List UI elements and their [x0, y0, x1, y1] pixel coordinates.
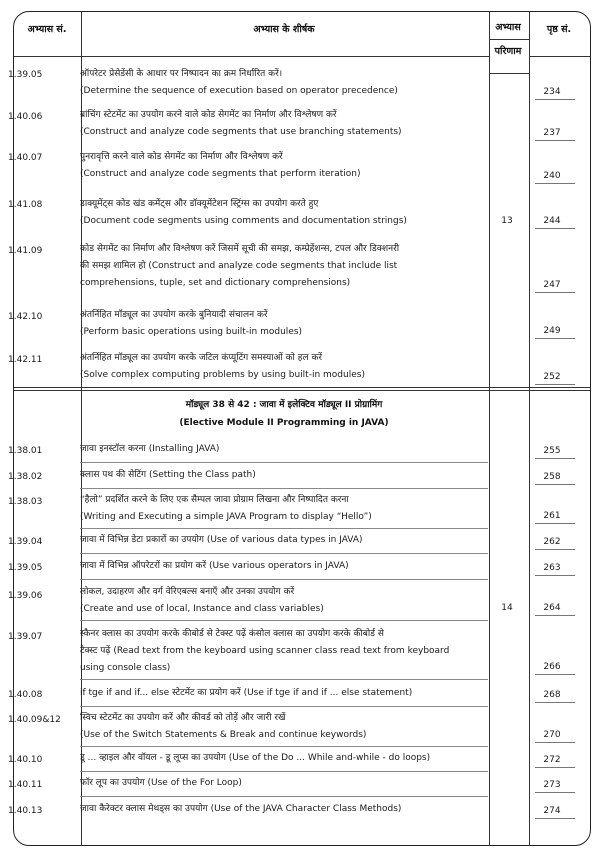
exercise-code: 1.39.05: [8, 563, 43, 573]
title-line: ब्रांचिंग स्टेटमेंट का उपयोग करने वाले कोड सेगमेंट का निर्माण और विश्लेषण करें: [80, 110, 337, 120]
row-underline: [80, 462, 488, 463]
title-line: फॉर लूप का उपयोग (Use of the For Loop): [80, 778, 242, 788]
title-line: स्कैनर क्लास का उपयोग करके कीबोर्ड से टेक्स्ट पढ़ें कंसोल क्लास का उपयोग करके कीबोर्ड से: [80, 629, 384, 639]
page-number: 261: [527, 511, 577, 521]
page-number: 262: [527, 537, 577, 547]
row-underline: [80, 579, 488, 580]
title-line: लोकल, उदाहरण और वर्ग वेरिएबल्स बनाएँ और उनका उपयोग करें: [80, 587, 295, 597]
exercise-title: [80, 710, 488, 744]
row-underline: [80, 771, 488, 772]
title-line: (Document code segments using comments and documentation strings): [80, 216, 407, 226]
page-number: 247: [527, 280, 577, 290]
header-rule: [14, 56, 489, 57]
column-divider: [489, 12, 490, 845]
row-underline: [80, 528, 488, 529]
row-underline: [80, 679, 488, 680]
page-number: 264: [527, 603, 577, 613]
row-underline: [80, 488, 488, 489]
header-page: पृष्ठ सं.: [546, 24, 572, 35]
header-title: अभ्यास के शीर्षक: [253, 24, 315, 35]
exercise-title: [80, 750, 488, 767]
page-number: 249: [527, 326, 577, 336]
exercise-title: [80, 307, 488, 341]
exercise-title: [80, 584, 488, 618]
row-underline: [80, 796, 488, 797]
learning-outcome: 13: [501, 216, 513, 226]
learning-outcome: 14: [501, 603, 513, 613]
exercise-code: 1.41.09: [8, 246, 43, 256]
title-line: कोड सेगमेंट का निर्माण और विश्लेषण करें जिसमें सूची की समझ, कम्प्रेहेंशन्स, टपल और डिक्शनरी: [80, 244, 400, 254]
exercise-code: 1.38.03: [8, 497, 43, 507]
exercise-title: [80, 107, 488, 141]
page-number: 244: [527, 216, 577, 226]
exercise-code: 1.40.07: [8, 153, 43, 163]
page-number: 272: [527, 755, 577, 765]
page-number: 255: [527, 446, 577, 456]
exercise-code: 1.42.10: [8, 312, 43, 322]
title-line: (Use of the Switch Statements & Break and continue keywords): [80, 730, 367, 740]
title-line: पुनरावृत्ति करने वाले कोड सेगमेंट का निर्माण और विश्लेषण करें: [80, 152, 283, 162]
exercise-code: 1.39.04: [8, 537, 43, 547]
title-line: टेक्स्ट पढ़ें (Read text from the keyboard using scanner class read text from keyboard: [80, 646, 450, 656]
title-line: comprehensions, tuple, set and dictionary comprehensions): [80, 278, 351, 288]
page-number: 263: [527, 563, 577, 573]
page-number: 252: [527, 372, 577, 382]
title-line: जावा में विभिन्न ऑपरेटरों का प्रयोग करें (Use various operators in JAVA): [80, 561, 349, 571]
row-underline: [80, 620, 488, 621]
exercise-code: 1.40.08: [8, 690, 43, 700]
section-divider: [14, 390, 590, 391]
section-divider: [14, 387, 590, 388]
exercise-code: 1.41.08: [8, 200, 43, 210]
exercise-code: 1.40.06: [8, 112, 43, 122]
title-line: (Perform basic operations using built-in modules): [80, 327, 303, 337]
row-underline: [80, 553, 488, 554]
exercise-title: [80, 467, 488, 484]
exercise-title: [80, 149, 488, 183]
page-number: 266: [527, 662, 577, 672]
outcome-header-rule: [489, 39, 529, 40]
title-line: (Determine the sequence of execution based on operator precedence): [80, 86, 398, 96]
exercise-code: 1.40.10: [8, 755, 43, 765]
title-line: अंतर्निहित मॉड्यूल का उपयोग करके जटिल कंप्यूटिंग समस्याओं को हल करें: [80, 353, 323, 363]
title-line: (Solve complex computing problems by using built-in modules): [80, 370, 365, 380]
exercise-title: [80, 532, 488, 549]
exercise-title: [80, 66, 488, 100]
exercise-code: 1.42.11: [8, 355, 43, 365]
exercise-code: 1.40.09&12: [8, 715, 61, 725]
title-line: (Writing and Executing a simple JAVA Program to display “Hello”): [80, 512, 372, 522]
exercise-title: [80, 441, 488, 458]
title-line: स्विच स्टेटमेंट का उपयोग करें और कीवर्ड को तोड़ें और जारी रखें: [80, 713, 286, 723]
exercise-code: 1.38.02: [8, 472, 43, 482]
exercise-code: 1.38.01: [8, 446, 43, 456]
module-heading-english: (Elective Module II Programming in JAVA): [179, 418, 389, 428]
title-line: using console class): [80, 663, 171, 673]
exercise-title: [80, 492, 488, 526]
exercise-code: 1.39.06: [8, 591, 43, 601]
exercise-code: 1.40.13: [8, 806, 43, 816]
header-code: अभ्यास सं.: [27, 24, 67, 35]
title-line: if tge if and if... else स्टेटमेंट का प्रयोग करें (Use if tge if and if ... else statement): [80, 688, 413, 698]
header-rule: [529, 56, 590, 57]
page-number: 240: [527, 171, 577, 181]
page-number: 270: [527, 730, 577, 740]
title-line: (Construct and analyze code segments that use branching statements): [80, 127, 402, 137]
header-outcome-line2: परिणाम: [494, 46, 522, 57]
exercise-title: [80, 350, 488, 384]
page-number: 273: [527, 780, 577, 790]
title-line: (Construct and analyze code segments that perform iteration): [80, 169, 361, 179]
title-line: क्लास पथ की सेटिंग (Setting the Class path): [80, 470, 256, 480]
header-outcome-line1: अभ्यास: [495, 22, 521, 33]
title-line: जावा में विभिन्न डेटा प्रकारों का उपयोग (Use of various data types in JAVA): [80, 535, 363, 545]
title-line: की समझ शामिल हो (Construct and analyze code segments that include list: [80, 261, 398, 271]
title-line: (Create and use of local, Instance and class variables): [80, 604, 324, 614]
title-line: जावा कैरेक्टर क्लास मेथड्स का उपयोग (Use of the JAVA Character Class Methods): [80, 804, 402, 814]
row-underline: [80, 746, 488, 747]
title-line: डू ... व्हाइल और वॉयल - डू लूप्स का उपयोग (Use of the Do ... While and-while - do loops): [80, 753, 431, 763]
exercise-title: [80, 196, 488, 230]
exercise-title: [80, 626, 488, 677]
exercise-title: [80, 685, 488, 702]
row-underline: [80, 706, 488, 707]
page-number: 234: [527, 87, 577, 97]
exercise-code: 1.40.11: [8, 780, 43, 790]
exercise-title: [80, 241, 488, 292]
title-line: ऑपरेटर प्रेसेडेंसी के आधार पर निष्पादन का क्रम निर्धारित करें।: [80, 69, 283, 79]
exercise-code: 1.39.05: [8, 70, 43, 80]
exercise-title: [80, 558, 488, 575]
title-line: जावा इनस्टॉल करना (Installing JAVA): [80, 444, 220, 454]
page-number: 258: [527, 472, 577, 482]
page-number: 268: [527, 690, 577, 700]
title-line: “हैलो” प्रदर्शित करने के लिए एक सैम्पल जावा प्रोग्राम लिखना और निष्पादित करना: [80, 495, 349, 505]
title-line: डाक्यूमेंट्स कोड खंड कमेंट्स और डॉक्यूमेंटेशन स्ट्रिंग्स का उपयोग करते हुए: [80, 199, 319, 209]
exercise-code: 1.39.07: [8, 632, 43, 642]
page-number: 274: [527, 806, 577, 816]
page-number: 237: [527, 128, 577, 138]
title-line: अंतर्निहित मॉड्यूल का उपयोग करके बुनियादी संचालन करें: [80, 310, 268, 320]
exercise-title: [80, 801, 488, 818]
outcome-header-rule: [489, 73, 529, 74]
exercise-title: [80, 775, 488, 792]
module-heading: मॉड्यूल 38 से 42 : जावा में इलेक्टिव मॉड्यूल II प्रोग्रामिंग: [185, 400, 383, 410]
